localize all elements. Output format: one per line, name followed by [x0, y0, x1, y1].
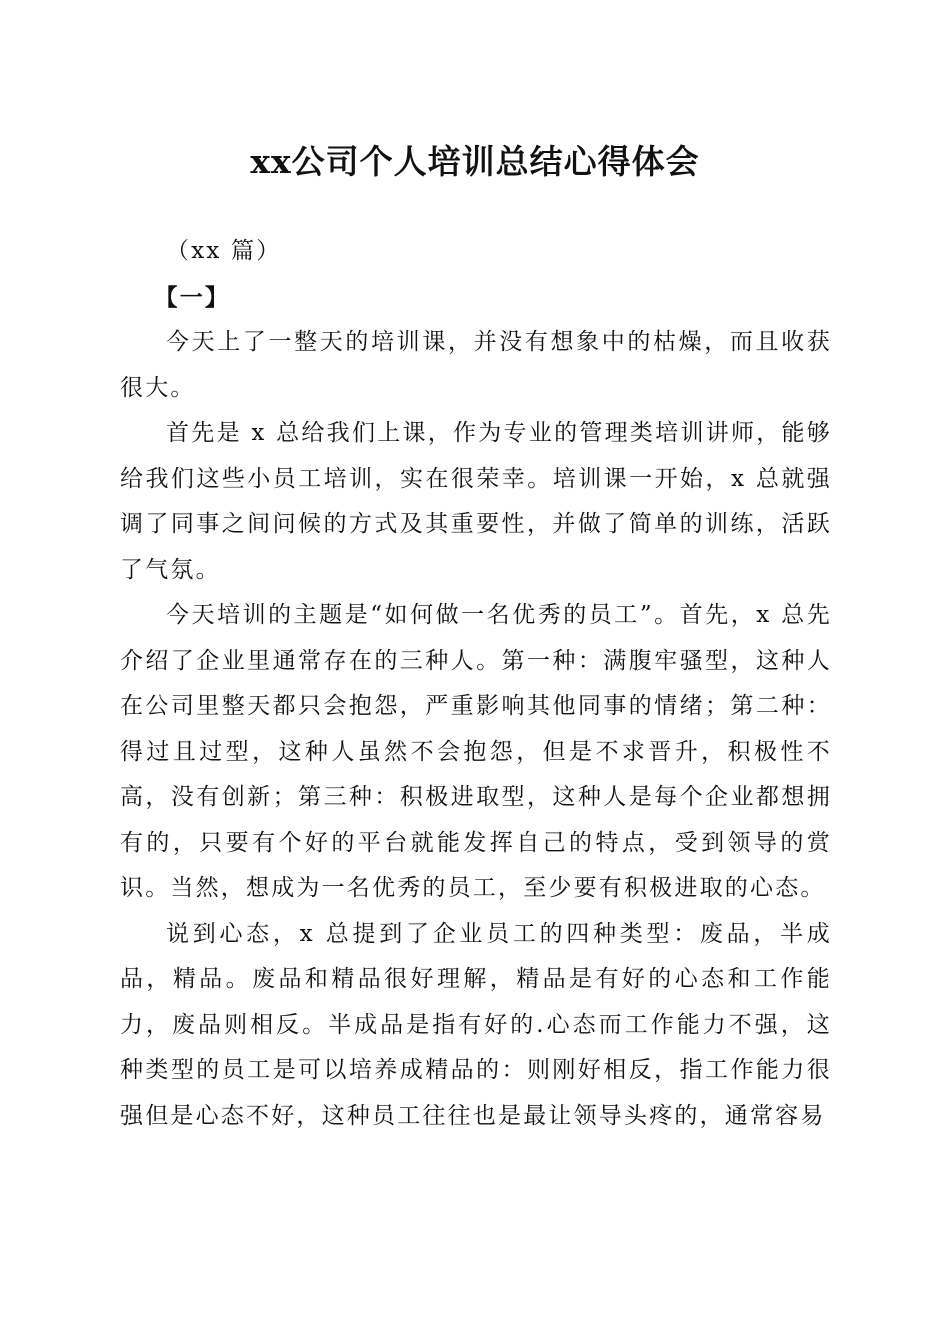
paragraph: 今天培训的主题是“如何做一名优秀的员工”。首先，x 总先介绍了企业里通常存在的三种人。第一种：满腹牢骚型，这种人在公司里整天都只会抱怨，严重影响其他同事的情绪；第二种：得过且过型，这种人虽然不会抱怨，但是不求晋升，积极性不高，没有创新；第三种：积极进取型，这种人是每个企业都想拥有的，只要有个好的平台就能发挥自己的特点，受到领导的赏识。当然，想成为一名优秀的员工，至少要有积极进取的心态。: [120, 602, 832, 901]
document-subtitle: （xx 篇）: [166, 238, 282, 264]
paragraph: 说到心态，x 总提到了企业员工的四种类型：废品，半成品，精品。废品和精品很好理解，精品是有好的心态和工作能力，废品则相反。半成品是指有好的.心态而工作能力不强，这种类型的员工是可以培养成精品的：则刚好相反，指工作能力很强但是心态不好，这种员工往往也是最让领导头疼的，通常容易: [120, 920, 832, 1129]
document-title: xx公司个人培训总结心得体会: [250, 142, 700, 181]
paragraph: 首先是 x 总给我们上课，作为专业的管理类培训讲师，能够给我们这些小员工培训，实在很荣幸。培训课一开始，x 总就强调了同事之间问候的方式及其重要性，并做了简单的训练，活跃了气氛。: [120, 420, 832, 583]
section-heading: 【一】: [154, 283, 231, 311]
paragraph: 今天上了一整天的培训课，并没有想象中的枯燥，而且收获很大。: [120, 329, 832, 401]
document-body: [120, 229, 832, 1139]
